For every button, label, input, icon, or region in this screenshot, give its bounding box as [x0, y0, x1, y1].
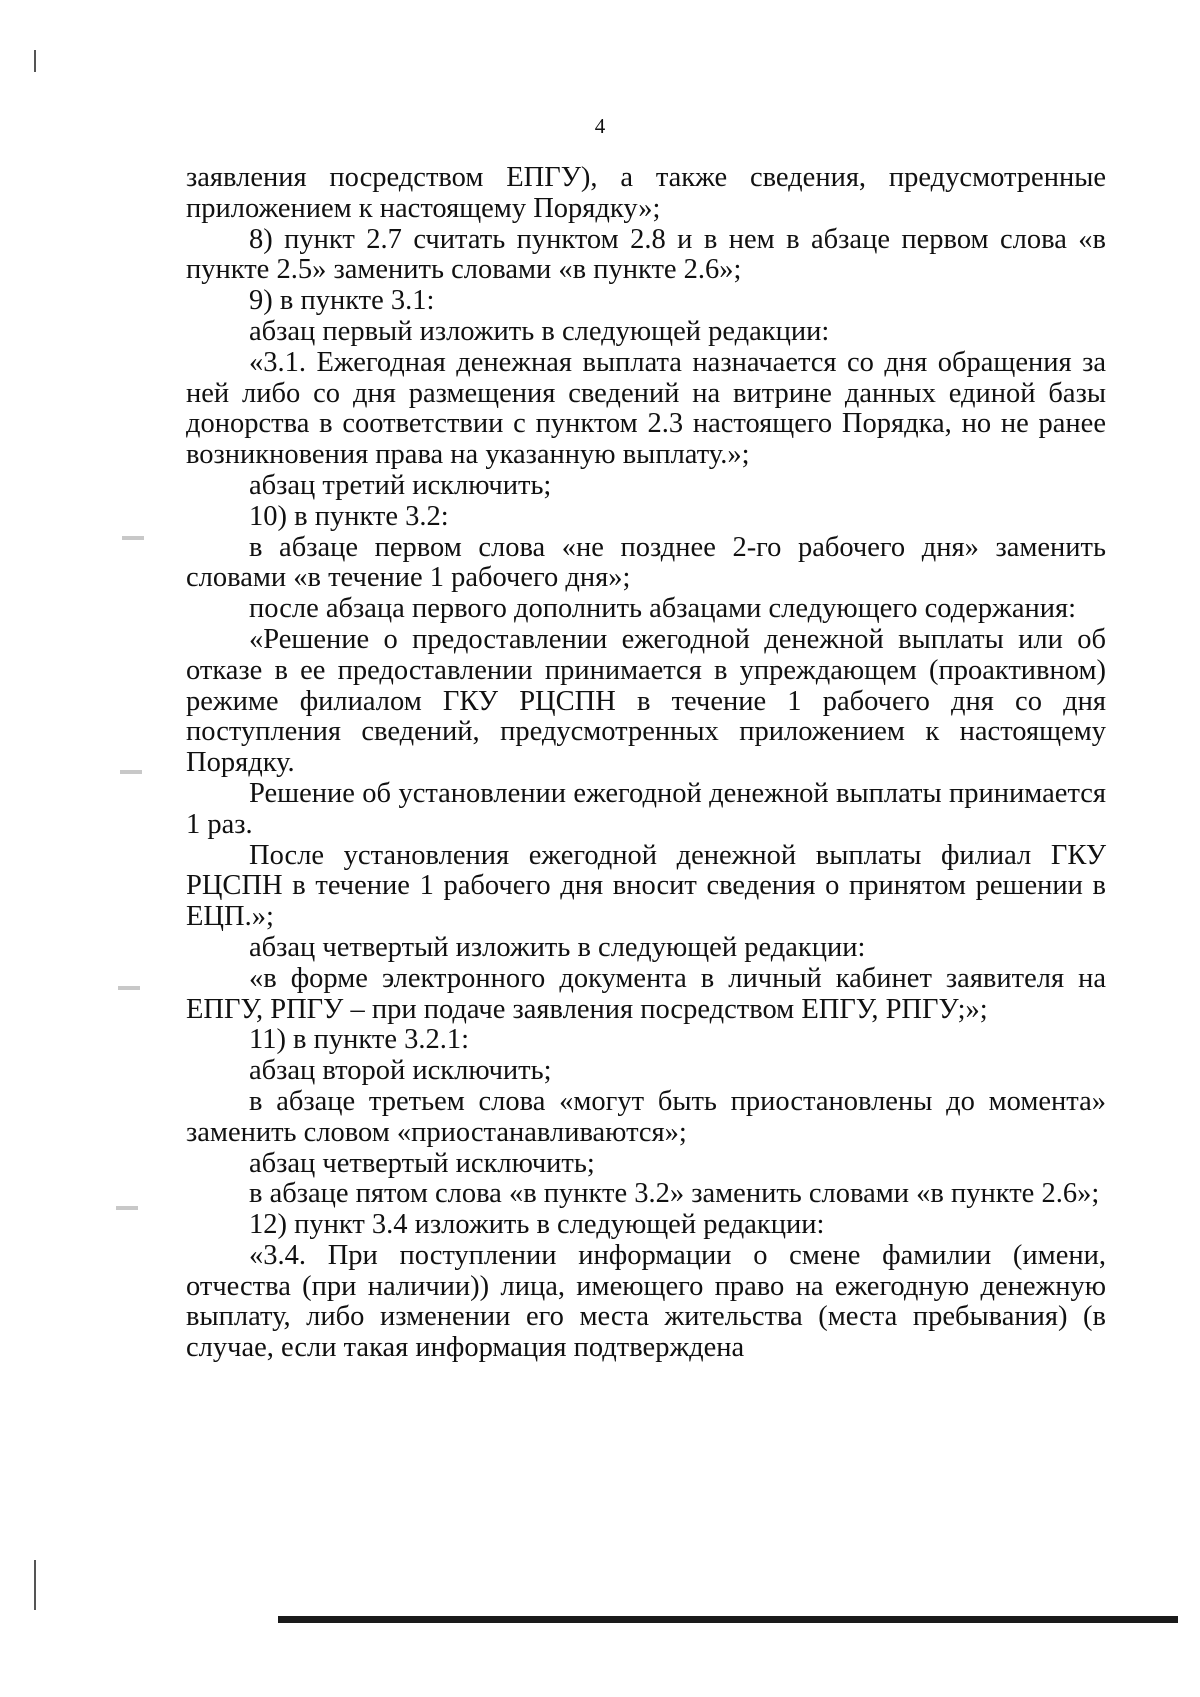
paragraph: после абзаца первого дополнить абзацами следующего содержания:: [249, 593, 1077, 625]
scan-artifact: [120, 770, 142, 774]
paragraph: После установления ежегодной денежной выплаты филиал ГКУ РЦСПН в течение 1 рабочего дня вносит сведения о принятом решении в ЕЦП.»;: [186, 839, 1106, 933]
paragraph: абзац четвертый изложить в следующей редакции:: [249, 931, 866, 963]
paragraph: 10) в пункте 3.2:: [249, 500, 449, 532]
paragraph: Решение об установлении ежегодной денежной выплаты принимается 1 раз.: [186, 777, 1106, 840]
paragraph: 9) в пункте 3.1:: [249, 285, 435, 317]
scan-artifact: [116, 1206, 138, 1210]
paragraph: в абзаце пятом слова «в пункте 3.2» заменить словами «в пункте 2.6»;: [249, 1178, 1100, 1210]
page-number: 4: [594, 114, 606, 138]
scan-edge-mark: [34, 1560, 36, 1610]
paragraph: в абзаце третьем слова «могут быть приостановлены до момента» заменить словом «приостанавливаются»;: [186, 1085, 1106, 1148]
paragraph: 12) пункт 3.4 изложить в следующей редакции:: [249, 1209, 825, 1241]
document-body: [186, 163, 1106, 1364]
paragraph: 11) в пункте 3.2.1:: [249, 1024, 470, 1056]
paragraph: 8) пункт 2.7 считать пунктом 2.8 и в нем в абзаце первом слова «в пункте 2.5» заменить словами «в пункте 2.6»;: [186, 223, 1106, 286]
scan-bottom-line: [278, 1616, 1178, 1623]
paragraph: абзац первый изложить в следующей редакции:: [249, 315, 830, 347]
paragraph: «в форме электронного документа в личный кабинет заявителя на ЕПГУ, РПГУ – при подаче заявления посредством ЕПГУ, РПГУ;»;: [186, 962, 1106, 1025]
paragraph: абзац второй исключить;: [249, 1055, 552, 1087]
paragraph: заявления посредством ЕПГУ), а также сведения, предусмотренные приложением к настоящему Порядку»;: [186, 162, 1106, 224]
paragraph: абзац третий исключить;: [249, 469, 552, 501]
paragraph: в абзаце первом слова «не позднее 2-го рабочего дня» заменить словами «в течение 1 рабочего дня»;: [186, 531, 1106, 594]
scan-artifact: [122, 536, 144, 540]
scan-artifact: [118, 986, 140, 990]
paragraph: «3.1. Ежегодная денежная выплата назначается со дня обращения за ней либо со дня размещения сведений на витрине данных единой базы донорства в соответствии с пунктом 2.3 настоящего Порядка, но не ранее возникновения права на указанную выплату.»;: [186, 346, 1106, 471]
paragraph: абзац четвертый исключить;: [249, 1147, 595, 1179]
paragraph: «3.4. При поступлении информации о смене фамилии (имени, отчества (при наличии)) лица, имеющего право на ежегодную денежную выплату, либо изменении его места жительства (места пребывания) (в случае, если такая информация подтверждена: [186, 1239, 1106, 1364]
scan-edge-mark: [34, 50, 36, 72]
paragraph: «Решение о предоставлении ежегодной денежной выплаты или об отказе в ее предоставлении принимается в упреждающем (проактивном) режиме филиалом ГКУ РЦСПН в течение 1 рабочего дня со дня поступления сведений, предусмотренных приложением к настоящему Порядку.: [186, 623, 1106, 779]
